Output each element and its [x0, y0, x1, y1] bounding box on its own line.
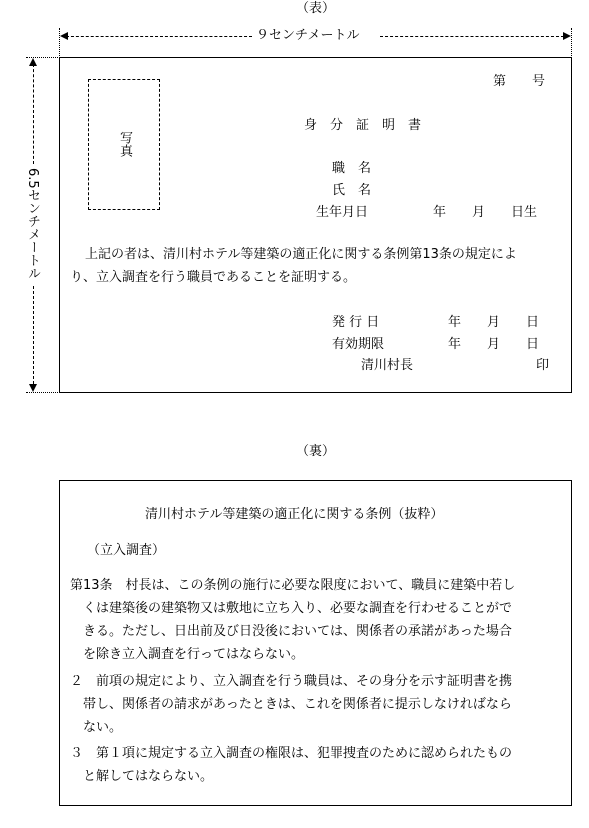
article-13-line-4: を除き立入調査を行ってはならない。 [83, 647, 305, 662]
id-card-front [59, 57, 572, 393]
width-arrow-right-icon [563, 32, 571, 40]
ordinance-title: 清川村ホテル等建築の適正化に関する条例（抜粋） [145, 507, 444, 522]
width-line-left [66, 36, 252, 37]
photo-label: 写真 [117, 131, 132, 157]
certificate-number: 第 号 [493, 74, 546, 89]
paragraph-2-line-3: ない。 [83, 720, 123, 735]
name-label: 氏 名 [332, 183, 372, 198]
position-label: 職 名 [332, 161, 372, 176]
width-extension-right [571, 28, 572, 58]
paragraph-3-line-2: と解してはならない。 [83, 769, 214, 784]
width-label: ９センチメートル [256, 28, 360, 43]
paragraph-2-line-1: ２ 前項の規定により、立入調査を行う職員は、その身分を示す証明書を携 [70, 674, 513, 689]
article-13-line-1: 第13条 村長は、この条例の施行に必要な限度において、職員に建築中若し [70, 578, 516, 593]
id-card-back [59, 480, 572, 806]
issue-date: 年 月 日 [448, 315, 540, 330]
statement-line-1: 上記の者は、清川村ホテル等建築の適正化に関する条例第13条の規定によ [85, 247, 517, 262]
width-line-right [380, 36, 564, 37]
issue-date-label: 発 行 日 [332, 315, 380, 330]
height-line-top [33, 64, 34, 164]
seal-mark: 印 [536, 358, 550, 373]
height-label: 6.5センチメートル [25, 168, 40, 280]
certificate-title: 身 分 証 明 書 [304, 118, 422, 133]
article-13-line-2: くは建築後の建築物又は敷地に立ち入り、必要な調査を行わせることがで [83, 601, 513, 616]
valid-until-label: 有効期限 [332, 337, 385, 352]
front-side-label: （表） [296, 1, 336, 16]
paragraph-2-line-2: 帯し、関係者の請求があったときは、これを関係者に提示しなければなら [83, 697, 512, 712]
article-13-line-3: きる。ただし、日出前及び日没後においては、関係者の承諾があった場合 [83, 624, 512, 639]
height-arrow-down-icon [29, 384, 37, 392]
height-extension-bottom [26, 392, 60, 393]
birth-label: 生年月日 [316, 205, 369, 220]
statement-line-2: り、立入調査を行う職員であることを証明する。 [70, 270, 357, 285]
birth-date: 年 月 日生 [433, 205, 538, 220]
issuer-title: 清川村長 [361, 358, 414, 373]
photo-area [88, 79, 160, 210]
valid-until-date: 年 月 日 [448, 337, 540, 352]
paragraph-3-line-1: ３ 第１項に規定する立入調査の権限は、犯罪捜査のために認められたもの [70, 746, 513, 761]
back-side-label: （裏） [296, 444, 336, 459]
height-line-bottom [33, 286, 34, 384]
section-heading: （立入調査） [87, 543, 166, 558]
